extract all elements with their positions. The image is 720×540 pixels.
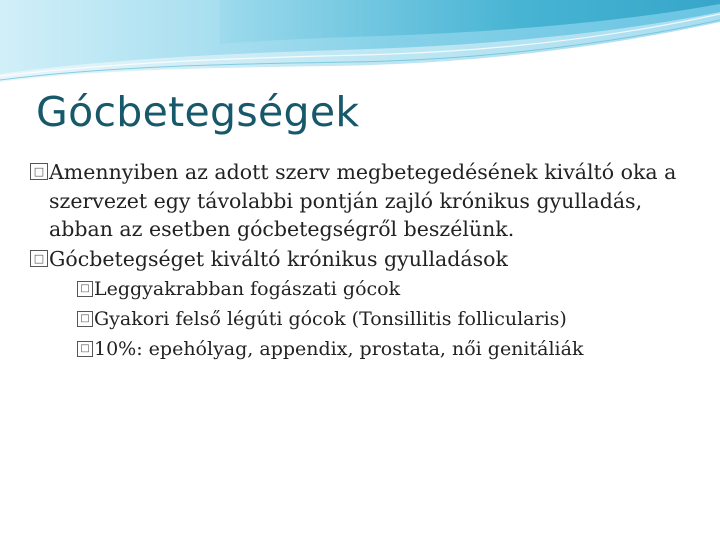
list-item: [30, 245, 710, 274]
bullet-text: Leggyakrabban fogászati gócok: [94, 278, 401, 300]
slide-title: Gócbetegségek: [36, 88, 360, 136]
missing-glyph-box-icon: □: [77, 311, 93, 327]
bullet-text: Gócbetegséget kiváltó krónikus gyulladások: [49, 246, 508, 271]
list-item: [77, 304, 710, 334]
bullet-text: Amennyiben az adott szerv megbetegedésének kiváltó oka a szervezet egy távolabbi pontján zajló krónikus gyulladás, abban az esetben gócbetegségről beszélünk.: [49, 160, 677, 241]
list-item: [77, 274, 710, 304]
header-wave-decoration: [0, 0, 720, 90]
list-item: [30, 158, 710, 244]
bullet-text: 10%: epehólyag, appendix, prostata, női genitáliák: [94, 338, 584, 360]
missing-glyph-box-icon: □: [30, 163, 48, 180]
missing-glyph-box-icon: □: [30, 250, 48, 267]
bullet-text: Gyakori felső légúti gócok (Tonsillitis follicularis): [94, 308, 567, 330]
missing-glyph-box-icon: □: [77, 341, 93, 357]
missing-glyph-box-icon: □: [77, 281, 93, 297]
bullet-list: [30, 158, 710, 364]
list-item: [77, 334, 710, 364]
